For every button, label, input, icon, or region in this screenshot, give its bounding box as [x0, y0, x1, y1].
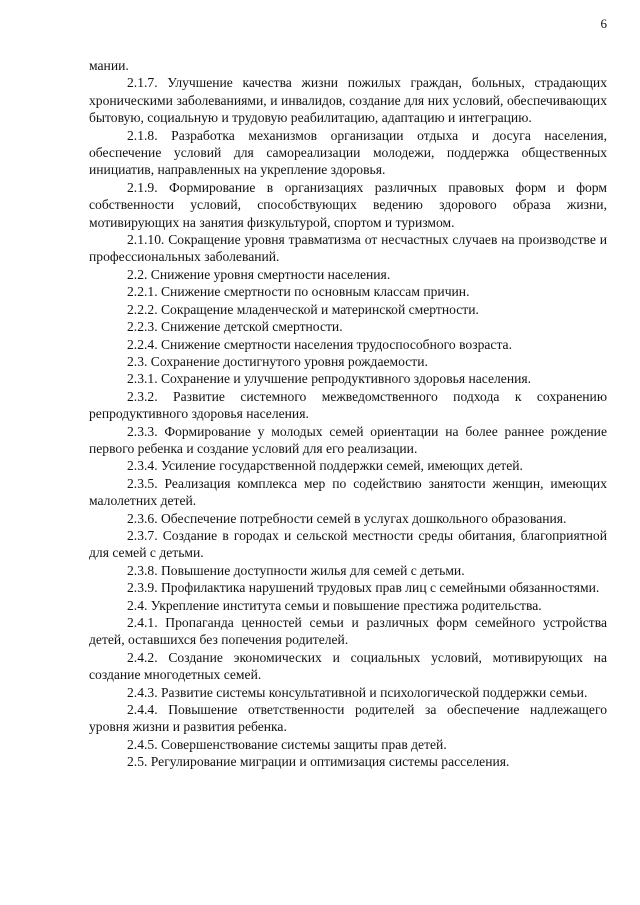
paragraph: 2.3. Сохранение достигнутого уровня рождаемости. [127, 353, 428, 369]
paragraph: 2.4.1. Пропаганда ценностей семьи и различных форм семейного устройства детей, оставшихся без попечения родителей. [89, 615, 607, 648]
paragraph: 2.2. Снижение уровня смертности населения. [127, 266, 391, 282]
paragraph: 2.3.9. Профилактика нарушений трудовых прав лиц с семейными обязанностями. [127, 580, 600, 596]
paragraph: 2.3.7. Создание в городах и сельской местности среды обитания, благоприятной для семей с детьми. [89, 527, 607, 561]
paragraph: мании. [89, 58, 129, 73]
paragraph: 2.2.3. Снижение детской смертности. [127, 319, 343, 335]
paragraph: 2.1.7. Улучшение качества жизни пожилых граждан, больных, страдающих хроническими заболеваниями, и инвалидов, создание для них условий, обеспечивающих бытовую, социальную и трудовую реабилитацию, адаптацию и интеграцию. [89, 75, 607, 126]
paragraph: 2.3.3. Формирование у молодых семей ориентации на более раннее рождение первого ребенка и создание условий для его реализации. [89, 423, 607, 456]
paragraph: 2.2.4. Снижение смертности населения трудоспособного возраста. [127, 336, 512, 352]
paragraph: 2.1.9. Формирование в организациях различных правовых форм и форм собственности условий, способствующих ведению здорового образа жизни, мотивирующих на занятия физкультурой, спортом и туризмом. [89, 179, 607, 230]
paragraph: 2.3.5. Реализация комплекса мер по содействию занятости женщин, имеющих малолетних детей. [89, 475, 607, 509]
paragraph: 2.4.4. Повышение ответственности родителей за обеспечение надлежащего уровня жизни и развития ребенка. [89, 702, 607, 735]
paragraph: 2.1.8. Разработка механизмов организации отдыха и досуга населения, обеспечение условий для самореализации молодежи, поддержка общественных инициатив, направленных на укрепление здоровья. [89, 127, 607, 178]
page-number: 6 [600, 16, 607, 31]
paragraph: 2.3.8. Повышение доступности жилья для семей с детьми. [127, 562, 465, 578]
paragraph: 2.4.5. Совершенствование системы защиты прав детей. [127, 736, 447, 752]
paragraph: 2.2.1. Снижение смертности по основным классам причин. [127, 284, 470, 300]
paragraph: 2.3.1. Сохранение и улучшение репродуктивного здоровья населения. [127, 371, 532, 387]
paragraph: 2.4.2. Создание экономических и социальных условий, мотивирующих на создание многодетных семей. [89, 649, 607, 683]
paragraph: 2.3.4. Усиление государственной поддержки семей, имеющих детей. [127, 458, 523, 474]
paragraph: 2.2.2. Сокращение младенческой и материнской смертности. [127, 301, 479, 317]
paragraph: 2.4. Укрепление института семьи и повышение престижа родительства. [127, 597, 542, 613]
paragraph: 2.5. Регулирование миграции и оптимизация системы расселения. [127, 754, 510, 770]
paragraph: 2.3.2. Развитие системного межведомственного подхода к сохранению репродуктивного здоровья населения. [89, 388, 607, 422]
paragraph: 2.3.6. Обеспечение потребности семей в услугах дошкольного образования. [127, 510, 567, 526]
paragraph: 2.4.3. Развитие системы консультативной и психологической поддержки семьи. [127, 684, 588, 700]
paragraph: 2.1.10. Сокращение уровня травматизма от несчастных случаев на производстве и профессиональных заболеваний. [89, 232, 607, 265]
document-body [89, 57, 607, 771]
